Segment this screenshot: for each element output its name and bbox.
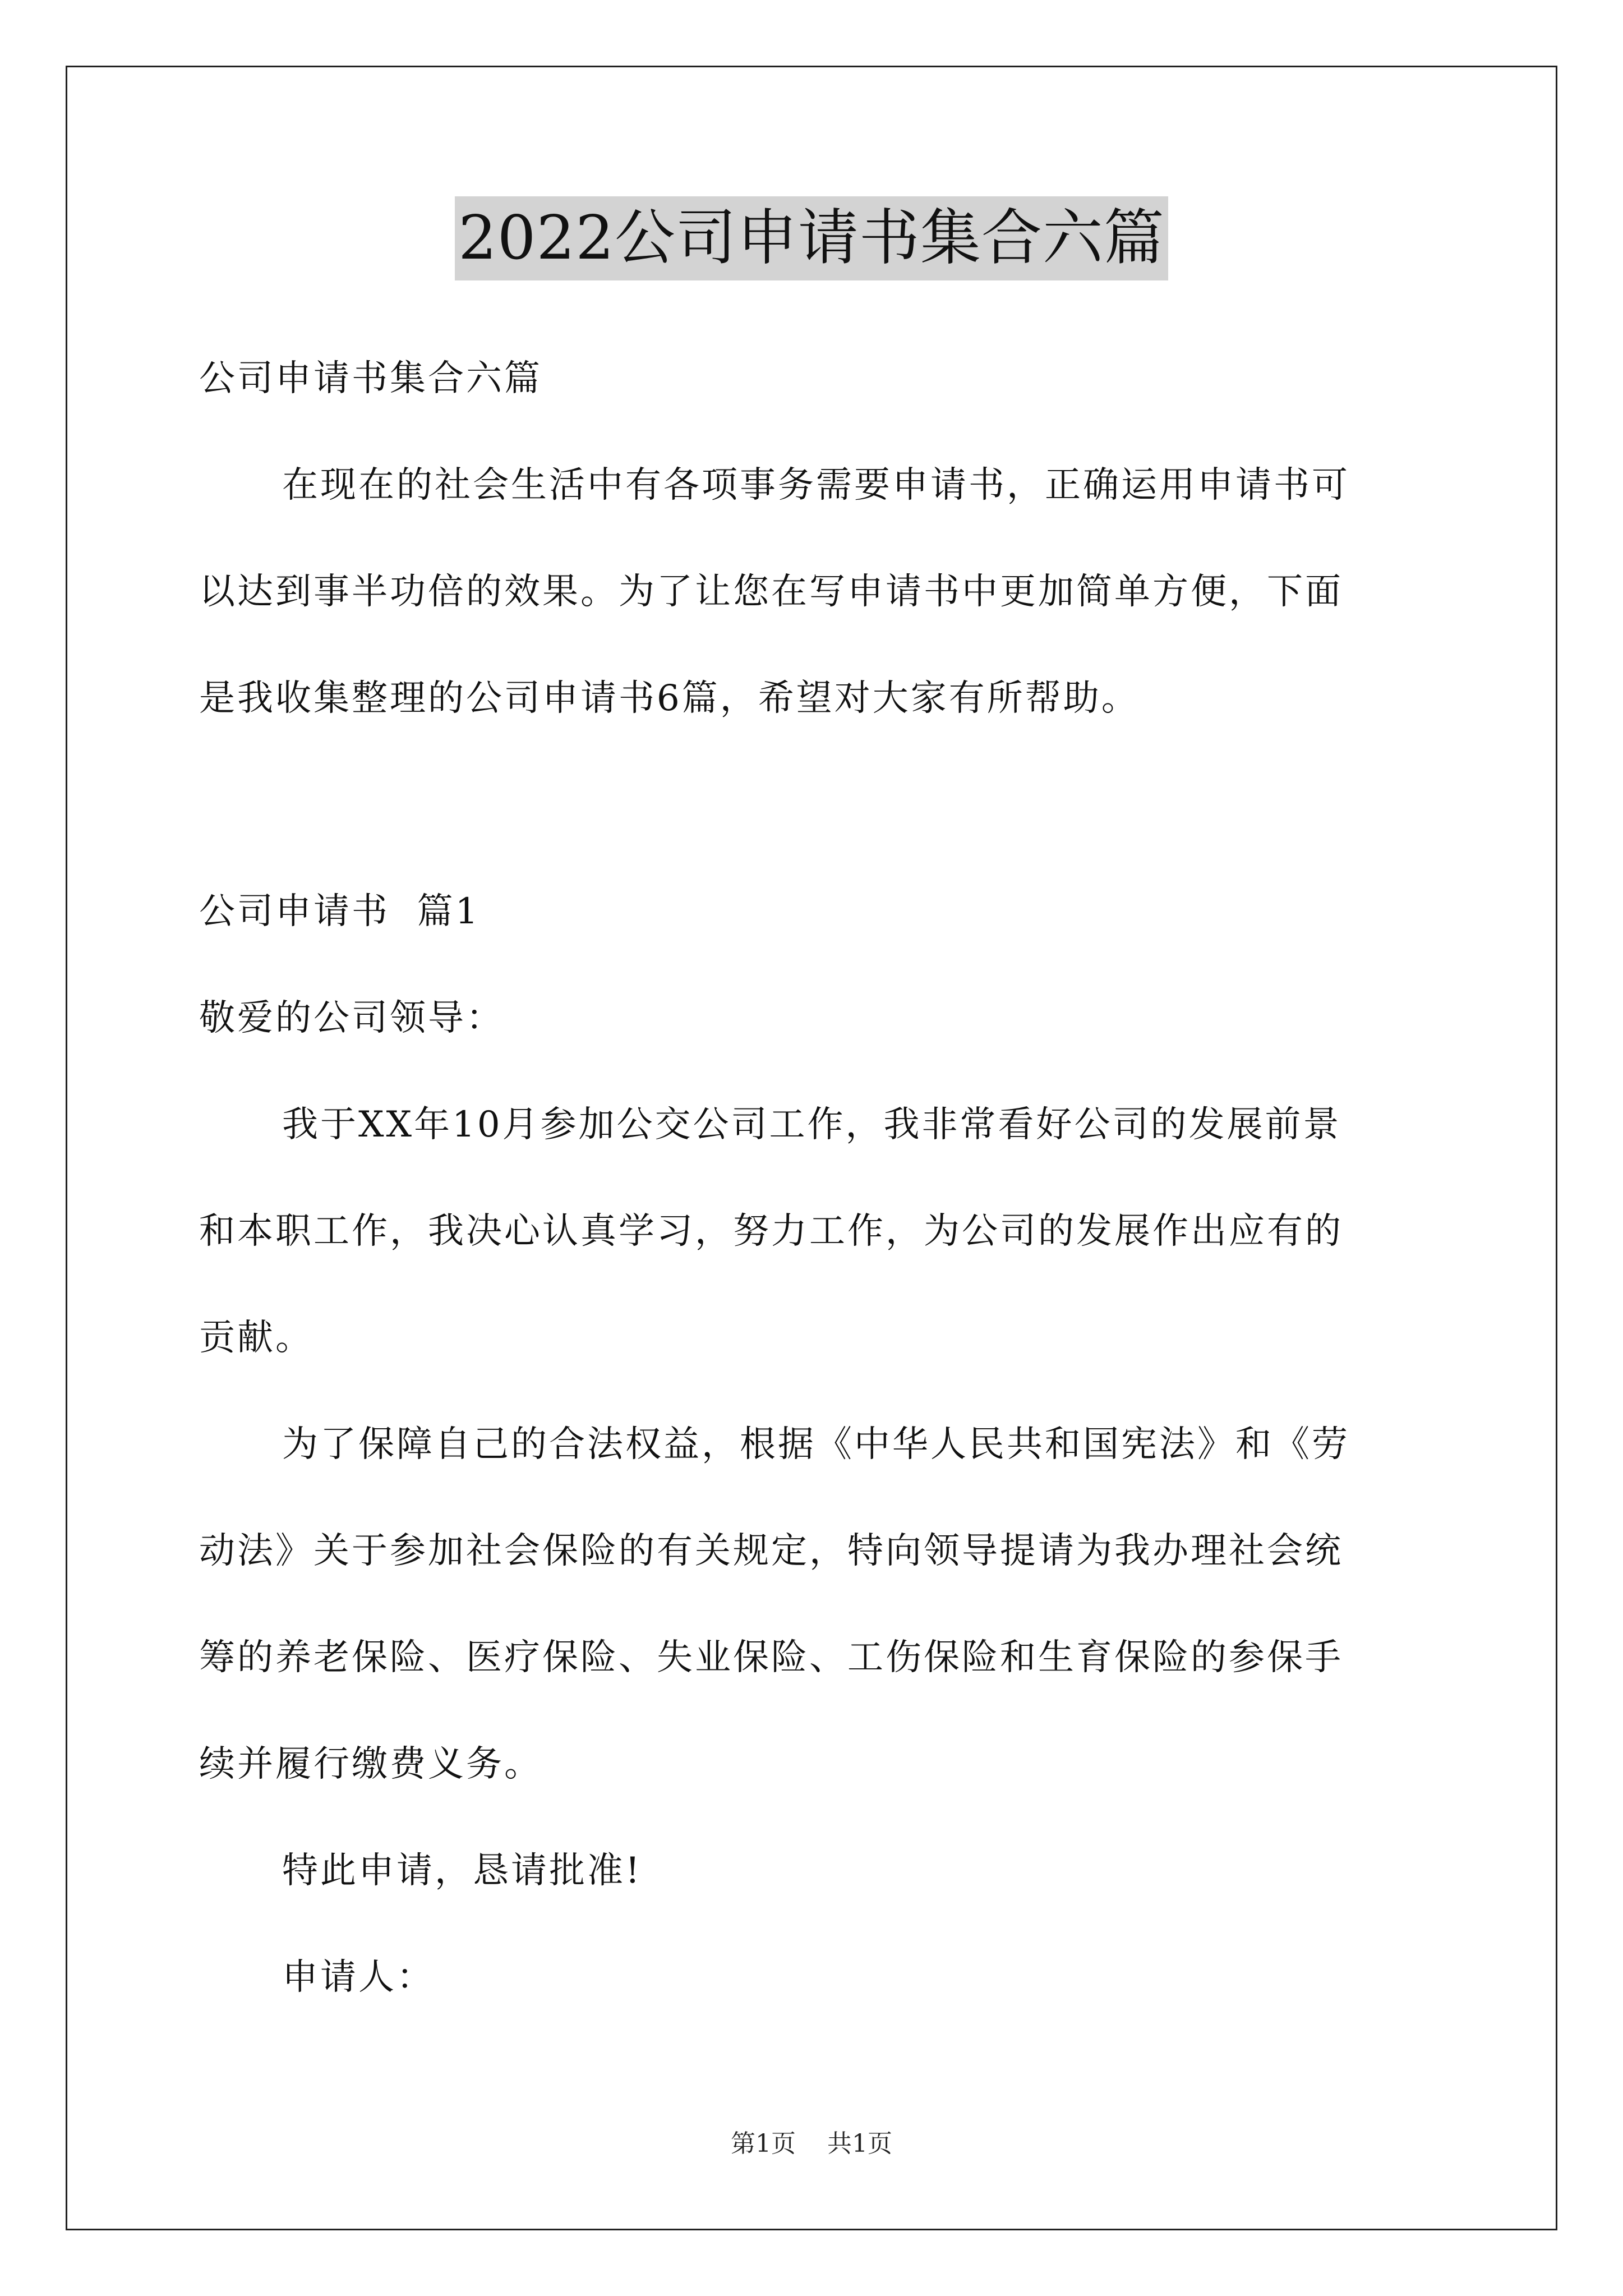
closing: 特此申请，恳请批准! [282, 1850, 642, 1892]
paragraph1-line-3: 贡献。 [199, 1317, 313, 1359]
page-footer [0, 2127, 1623, 2161]
paragraph2-line-3: 筹的养老保险、医疗保险、失业保险、工伤保险和生育保险的参保手 [199, 1637, 1343, 1678]
paragraph2-line-1: 为了保障自己的合法权益，根据《中华人民共和国宪法》和《劳 [282, 1424, 1350, 1465]
intro-line-3: 是我收集整理的公司申请书6篇，希望对大家有所帮助。 [199, 678, 1140, 719]
paragraph1-line-2: 和本职工作，我决心认真学习，努力工作，为公司的发展作出应有的 [199, 1211, 1343, 1252]
paragraph1-line-1: 我于XX年10月参加公交公司工作，我非常看好公司的发展前景 [282, 1104, 1341, 1145]
applicant: 申请人： [282, 1957, 435, 1998]
salutation: 敬爱的公司领导： [199, 997, 504, 1039]
page-number: 第1页 [731, 2129, 796, 2158]
paragraph2-line-4: 续并履行缴费义务。 [199, 1743, 542, 1785]
subtitle: 公司申请书集合六篇 [199, 358, 542, 399]
section-heading: 公司申请书 篇1 [199, 891, 481, 932]
intro-line-1: 在现在的社会生活中有各项事务需要申请书，正确运用申请书可 [282, 464, 1350, 506]
intro-line-2: 以达到事半功倍的效果。为了让您在写申请书中更加简单方便，下面 [199, 571, 1343, 613]
paragraph2-line-2: 动法》关于参加社会保险的有关规定，特向领导提请为我办理社会统 [199, 1530, 1343, 1572]
title-container [0, 196, 1623, 280]
page-total: 共1页 [827, 2129, 892, 2158]
document-title: 2022公司申请书集合六篇 [455, 196, 1168, 280]
